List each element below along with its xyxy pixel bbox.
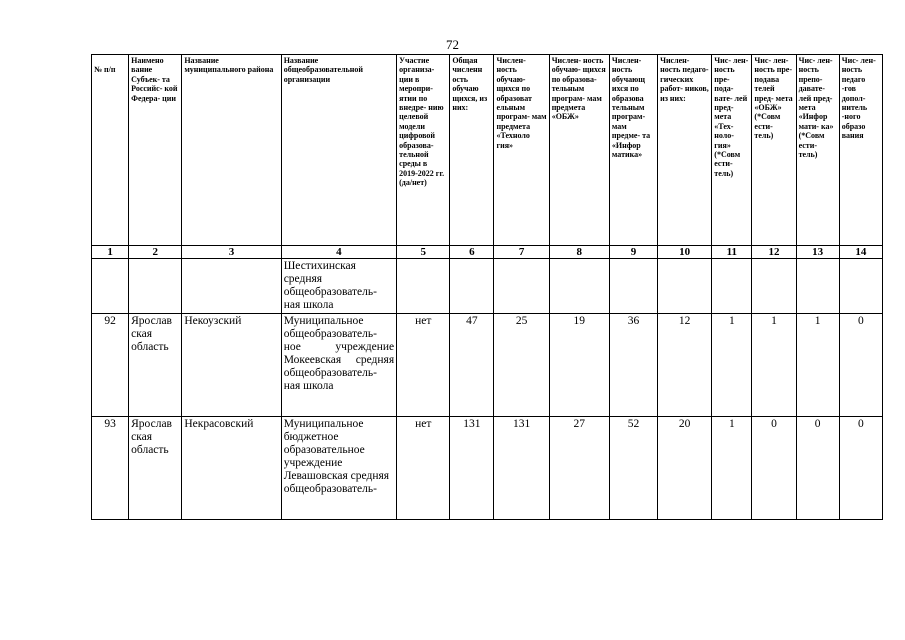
column-number: 5 xyxy=(397,246,450,259)
column-number: 4 xyxy=(281,246,396,259)
column-number: 6 xyxy=(450,246,494,259)
cell-participation xyxy=(397,259,450,314)
data-table xyxy=(91,54,883,520)
column-number: 1 xyxy=(92,246,129,259)
cell-obzh-students: 19 xyxy=(549,314,609,417)
cell-total-students: 47 xyxy=(450,314,494,417)
cell-total-students: 131 xyxy=(450,417,494,520)
cell-teachers: 20 xyxy=(658,417,712,520)
cell-teachers xyxy=(658,259,712,314)
cell-obzh-teachers: 1 xyxy=(752,314,796,417)
col-header-technology-students: Числен- ность обучаю- щихся по образоват ельным програм- мам предмета «Техноло гия» xyxy=(494,55,549,246)
cell-district xyxy=(182,259,281,314)
cell-organization: Муниципальное бюджетное образовательное учреждение Левашовская средняя общеобразователь- xyxy=(281,417,396,520)
cell-informatics-students: 36 xyxy=(609,314,657,417)
cell-participation: нет xyxy=(397,417,450,520)
cell-additional-ed-teachers xyxy=(839,259,882,314)
cell-district: Некрасовский xyxy=(182,417,281,520)
column-number: 3 xyxy=(182,246,281,259)
cell-informatics-teachers xyxy=(796,259,839,314)
cell-technology-teachers: 1 xyxy=(712,417,752,520)
cell-organization: Муниципальное общеобразователь- ное учреждение Мокеевская средняя общеобразователь- ная школа xyxy=(281,314,396,417)
cell-organization: Шестихинская средняя общеобразователь- ная школа xyxy=(281,259,396,314)
cell-informatics-students: 52 xyxy=(609,417,657,520)
col-header-additional-ed-teachers: Чис- лен- ность педаго -гов допол- нитель -ного образо вания xyxy=(839,55,882,246)
col-header-technology-teachers: Чис- лен- ность пре- пода- вате- лей пред- мета «Тех- ноло- гия» (*Совм ести- тель) xyxy=(712,55,752,246)
col-header-district: Название муниципального района xyxy=(182,55,281,246)
cell-obzh-students xyxy=(549,259,609,314)
cell-additional-ed-teachers: 0 xyxy=(839,417,882,520)
cell-region: Ярослав ская область xyxy=(129,314,182,417)
table-row xyxy=(92,259,883,314)
cell-obzh-teachers xyxy=(752,259,796,314)
column-number: 8 xyxy=(549,246,609,259)
cell-obzh-students: 27 xyxy=(549,417,609,520)
column-number: 7 xyxy=(494,246,549,259)
col-header-num: № п/п xyxy=(92,55,129,246)
cell-obzh-teachers: 0 xyxy=(752,417,796,520)
column-number: 13 xyxy=(796,246,839,259)
cell-num xyxy=(92,259,129,314)
cell-district: Некоузский xyxy=(182,314,281,417)
cell-informatics-teachers: 1 xyxy=(796,314,839,417)
cell-technology-students: 131 xyxy=(494,417,549,520)
cell-technology-teachers: 1 xyxy=(712,314,752,417)
table-row xyxy=(92,417,883,520)
col-header-informatics-students: Числен- ность обучающ ихся по образова тельным програм- мам предме- та «Инфор матика» xyxy=(609,55,657,246)
cell-informatics-students xyxy=(609,259,657,314)
page-number: 72 xyxy=(446,37,459,52)
column-number: 2 xyxy=(129,246,182,259)
column-number-row xyxy=(92,246,883,259)
cell-teachers: 12 xyxy=(658,314,712,417)
cell-technology-teachers xyxy=(712,259,752,314)
col-header-organization: Название общеобразовательной организации xyxy=(281,55,396,246)
cell-total-students xyxy=(450,259,494,314)
table-row xyxy=(92,314,883,417)
col-header-region: Наимено вание Субъек- та Российс- кой Федера- ции xyxy=(129,55,182,246)
cell-num: 93 xyxy=(92,417,129,520)
col-header-total-students: Общая численн ость обучаю щихся, из них: xyxy=(450,55,494,246)
cell-region: Ярослав ская область xyxy=(129,417,182,520)
column-number: 10 xyxy=(658,246,712,259)
cell-informatics-teachers: 0 xyxy=(796,417,839,520)
col-header-participation: Участие организа- ции в меропри- ятии по внедре- нию целевой модели цифровой образова- тельной среды в 2019-2022 гг. (да/нет) xyxy=(397,55,450,246)
col-header-obzh-students: Числен- ность обучаю- щихся по образова- тельным програм- мам предмета «ОБЖ» xyxy=(549,55,609,246)
cell-additional-ed-teachers: 0 xyxy=(839,314,882,417)
col-header-informatics-teachers: Чис- лен- ность препо- давате- лей пред- мета «Инфор мати- ка» (*Совм ести- тель) xyxy=(796,55,839,246)
col-header-obzh-teachers: Чис- лен- ность пре- подава телей пред- мета «ОБЖ» (*Совм ести- тель) xyxy=(752,55,796,246)
column-number: 14 xyxy=(839,246,882,259)
cell-technology-students xyxy=(494,259,549,314)
cell-num: 92 xyxy=(92,314,129,417)
col-header-teachers: Числен- ность педаго- гических работ- ников, из них: xyxy=(658,55,712,246)
header-row xyxy=(92,55,883,246)
cell-technology-students: 25 xyxy=(494,314,549,417)
cell-participation: нет xyxy=(397,314,450,417)
column-number: 9 xyxy=(609,246,657,259)
column-number: 11 xyxy=(712,246,752,259)
column-number: 12 xyxy=(752,246,796,259)
cell-region xyxy=(129,259,182,314)
